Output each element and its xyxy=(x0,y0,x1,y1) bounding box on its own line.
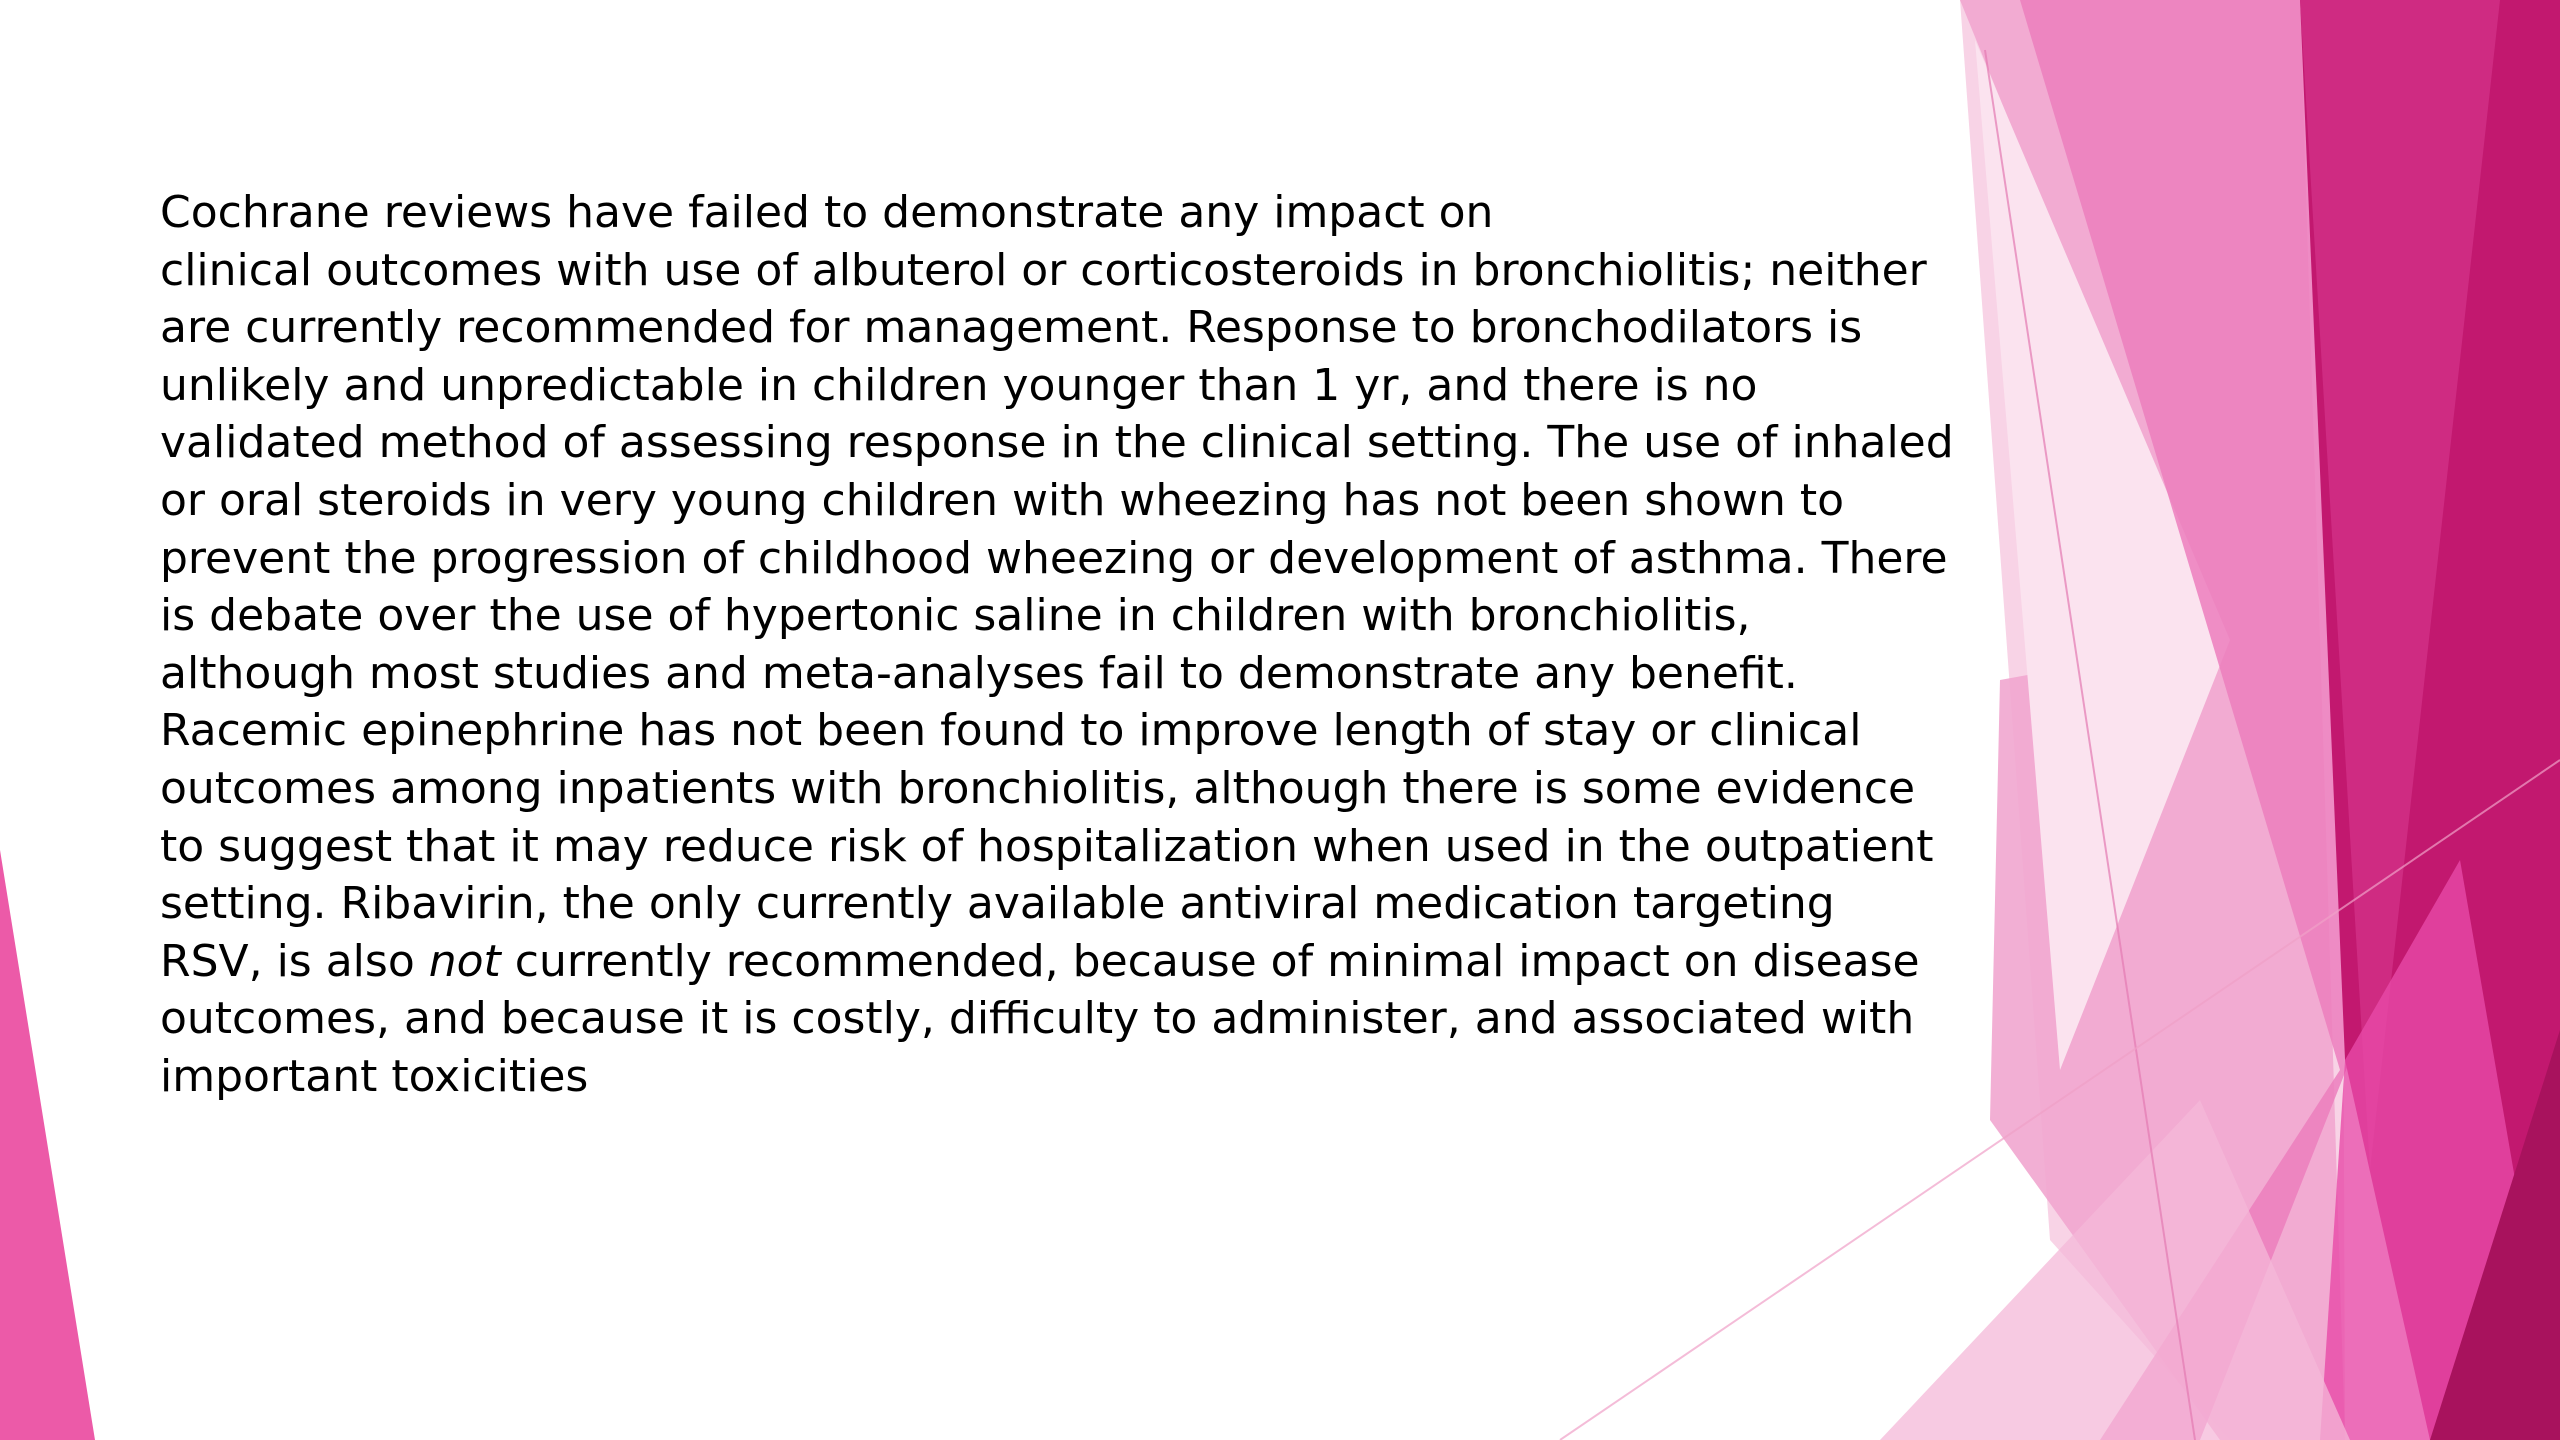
text-line: outcomes among inpatients with bronchiolitis, although there is some evidence xyxy=(160,762,1916,814)
text-line: to suggest that it may reduce risk of hospitalization when used in the outpatient xyxy=(160,820,1934,872)
text-line: are currently recommended for management. Response to bronchodilators is xyxy=(160,302,1863,354)
text-line: although most studies and meta-analyses fail to demonstrate any benefit. xyxy=(160,647,1798,699)
left-pink-wedge xyxy=(0,850,95,1440)
text-line: important toxicities xyxy=(160,1050,589,1102)
text-line: validated method of assessing response in the clinical setting. The use of inhaled xyxy=(160,417,1954,469)
text-line: setting. Ribavirin, the only currently available antiviral medication targeting xyxy=(160,878,1835,930)
text-line-with-emphasis xyxy=(160,933,1950,991)
text-line: Cochrane reviews have failed to demonstrate any impact on xyxy=(160,187,1494,238)
text-segment: RSV, is also xyxy=(160,935,429,987)
text-line: prevent the progression of childhood wheezing or development of asthma. There xyxy=(160,532,1948,584)
text-line: or oral steroids in very young children with wheezing has not been shown to xyxy=(160,474,1845,526)
text-segment: currently recommended, because of minimal impact on disease xyxy=(500,935,1920,987)
text-line: outcomes, and because it is costly, difficulty to administer, and associated with xyxy=(160,993,1915,1045)
text-line: Racemic epinephrine has not been found to improve length of stay or clinical xyxy=(160,705,1862,757)
slide-body-text xyxy=(160,184,1954,1106)
text-line: is debate over the use of hypertonic saline in children with bronchiolitis, xyxy=(160,590,1751,642)
emphasized-word: not xyxy=(428,935,501,987)
text-line: unlikely and unpredictable in children younger than 1 yr, and there is no xyxy=(160,359,1758,411)
text-line: clinical outcomes with use of albuterol or corticosteroids in bronchiolitis; neither xyxy=(160,244,1927,296)
